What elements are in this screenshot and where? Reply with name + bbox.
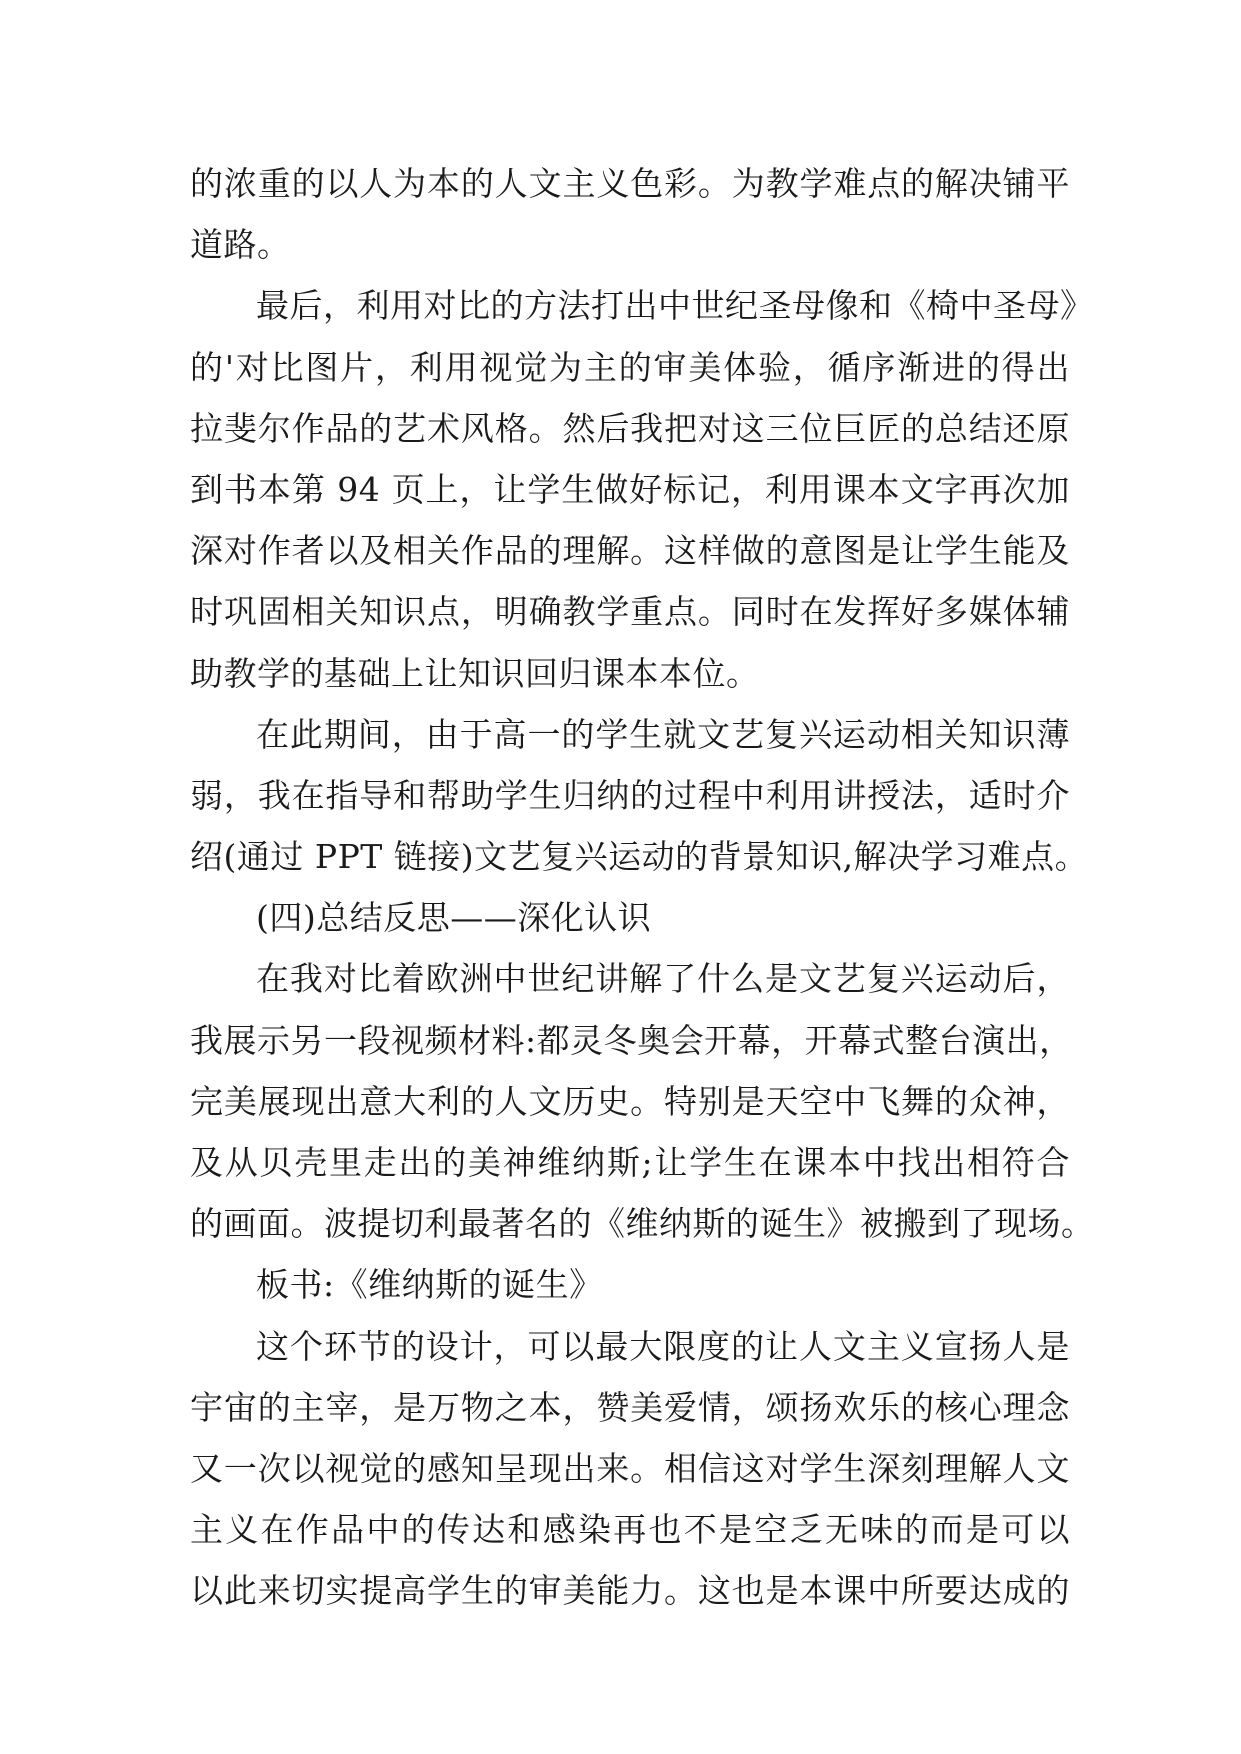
text-line: 我展示另一段视频材料:都灵冬奥会开幕，开幕式整台演出， [190,1020,1073,1060]
text-line: 这个环节的设计，可以最大限度的让人文主义宣扬人是 [256,1326,1070,1366]
text-line: 拉斐尔作品的艺术风格。然后我把对这三位巨匠的总结还原 [190,408,1070,448]
text-line: 宇宙的主宰，是万物之本，赞美爱情，颂扬欢乐的核心理念 [190,1387,1070,1427]
text-line: 到书本第 94 页上，让学生做好标记，利用课本文字再次加 [190,469,1070,509]
text-line: 以此来切实提高学生的审美能力。这也是本课中所要达成的 [190,1571,1070,1611]
text-line: 主义在作品中的传达和感染再也不是空乏无味的而是可以 [190,1510,1070,1550]
text-line: 完美展现出意大利的人文历史。特别是天空中飞舞的众神， [190,1081,1070,1121]
text-line: 的画面。波提切利最著名的《维纳斯的诞生》被搬到了现场。 [190,1204,1095,1244]
text-line: 弱，我在指导和帮助学生归纳的过程中利用讲授法，适时介 [190,775,1070,815]
text-line: 绍(通过 PPT 链接)文艺复兴运动的背景知识,解决学习难点。 [190,837,1089,877]
text-line: 助教学的基础上让知识回归课本本位。 [190,653,760,693]
text-line: 的浓重的以人为本的人文主义色彩。为教学难点的解决铺平 [190,164,1070,203]
text-line: 在我对比着欧洲中世纪讲解了什么是文艺复兴运动后， [256,959,1070,999]
document-body [190,153,1095,1622]
text-line: 板书:《维纳斯的诞生》 [256,1265,603,1305]
text-line: 及从贝壳里走出的美神维纳斯;让学生在课本中找出相符合 [190,1143,1070,1182]
text-line: 时巩固相关知识点，明确教学重点。同时在发挥好多媒体辅 [190,592,1070,632]
text-line: 最后，利用对比的方法打出中世纪圣母像和《椅中圣母》 [256,286,1094,326]
text-line: 又一次以视觉的感知呈现出来。相信这对学生深刻理解人文 [190,1448,1070,1488]
text-line: 深对作者以及相关作品的理解。这样做的意图是让学生能及 [190,531,1070,571]
text-line: 在此期间，由于高一的学生就文艺复兴运动相关知识薄 [256,714,1070,754]
text-line: 道路。 [190,225,291,265]
text-line: 的'对比图片，利用视觉为主的审美体验，循序渐进的得出 [190,347,1070,387]
text-line: (四)总结反思——深化认识 [256,898,652,938]
